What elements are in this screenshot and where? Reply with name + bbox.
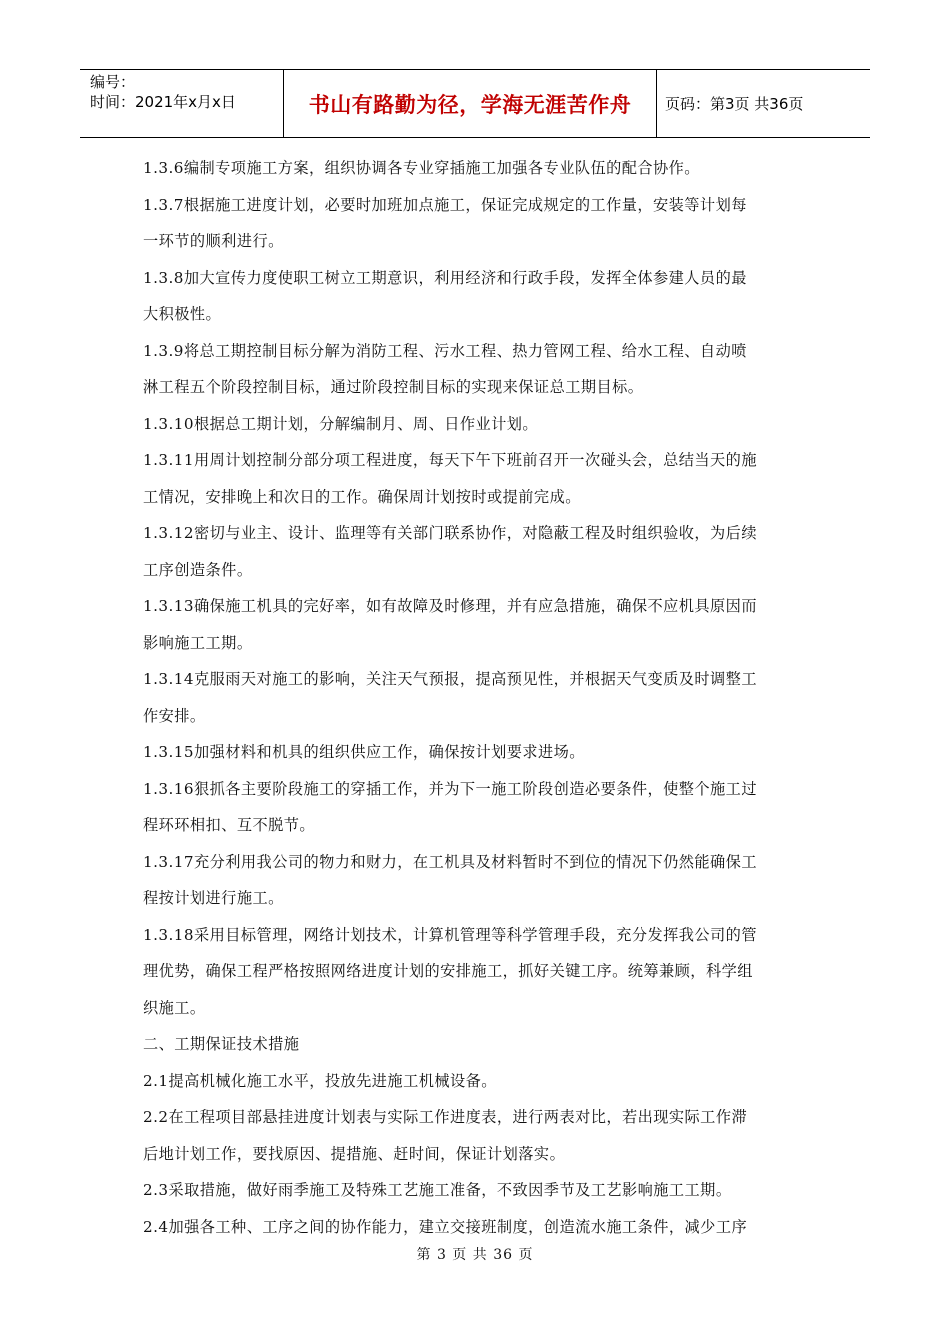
body-line: 1.3.13确保施工机具的完好率，如有故障及时修理，并有应急措施，确保不应机具原因而 xyxy=(143,597,757,615)
body-line: 作安排。 xyxy=(143,706,206,725)
body-line: 1.3.10根据总工期计划，分解编制月、周、日作业计划。 xyxy=(143,414,539,433)
body-line: 大积极性。 xyxy=(143,305,222,323)
body-line: 1.3.12密切与业主、设计、监理等有关部门联系协作，对隐蔽工程及时组织验收，为后续 xyxy=(143,524,757,542)
body-line: 淋工程五个阶段控制目标，通过阶段控制目标的实现来保证总工期目标。 xyxy=(143,378,644,396)
header-page-cell xyxy=(657,70,870,137)
header-meta-cell xyxy=(80,70,284,137)
header-page-info: 页码：第3页 共36页 xyxy=(665,95,804,113)
document-number-label: 编号： xyxy=(90,73,136,91)
page-header xyxy=(80,69,870,138)
body-line: 1.3.16狠抓各主要阶段施工的穿插工作，并为下一施工阶段创造必要条件，使整个施工过 xyxy=(143,779,757,798)
header-motto-cell xyxy=(284,70,657,137)
body-line: 1.3.18采用目标管理，网络计划技术，计算机管理等科学管理手段，充分发挥我公司的管 xyxy=(143,925,757,944)
body-line: 2.1提高机械化施工水平，投放先进施工机械设备。 xyxy=(143,1071,497,1090)
body-line: 后地计划工作，要找原因、提措施、赶时间，保证计划落实。 xyxy=(143,1144,566,1163)
body-line: 一环节的顺利进行。 xyxy=(143,232,284,250)
body-line: 织施工。 xyxy=(143,998,206,1017)
body-line: 1.3.15加强材料和机具的组织供应工作，确保按计划要求进场。 xyxy=(143,743,585,761)
document-body xyxy=(143,150,808,1245)
page-footer: 第 3 页 共 36 页 xyxy=(416,1247,534,1263)
header-motto: 书山有路勤为径，学海无涯苦作舟 xyxy=(308,92,632,117)
body-line: 2.2在工程项目部悬挂进度计划表与实际工作进度表，进行两表对比，若出现实际工作滞 xyxy=(143,1108,748,1126)
body-line: 1.3.11用周计划控制分部分项工程进度，每天下午下班前召开一次碰头会，总结当天的施 xyxy=(143,451,757,469)
body-line: 1.3.14克服雨天对施工的影响，关注天气预报，提高预见性，并根据天气变质及时调整工 xyxy=(143,670,757,688)
body-line: 1.3.6编制专项施工方案，组织协调各专业穿插施工加强各专业队伍的配合协作。 xyxy=(143,159,700,177)
section-heading: 二、工期保证技术措施 xyxy=(143,1035,300,1053)
body-line: 影响施工工期。 xyxy=(143,633,253,652)
body-line: 2.4加强各工种、工序之间的协作能力，建立交接班制度，创造流水施工条件，减少工序 xyxy=(143,1217,748,1236)
body-line: 1.3.8加大宣传力度使职工树立工期意识，利用经济和行政手段，发挥全体参建人员的最 xyxy=(143,268,747,287)
body-line: 2.3采取措施，做好雨季施工及特殊工艺施工准备，不致因季节及工艺影响施工工期。 xyxy=(143,1181,732,1199)
body-line: 工情况，安排晚上和次日的工作。确保周计划按时或提前完成。 xyxy=(143,487,581,506)
body-line: 1.3.9将总工期控制目标分解为消防工程、污水工程、热力管网工程、给水工程、自动喷 xyxy=(143,341,747,360)
body-line: 理优势，确保工程严格按照网络进度计划的安排施工，抓好关键工序。统筹兼顾，科学组 xyxy=(143,962,753,980)
body-line: 1.3.17充分利用我公司的物力和财力，在工机具及材料暂时不到位的情况下仍然能确保工 xyxy=(143,852,757,871)
body-line: 工序创造条件。 xyxy=(143,560,253,579)
body-line: 程按计划进行施工。 xyxy=(143,889,284,907)
document-date-label: 时间：2021年x月x日 xyxy=(90,93,236,111)
body-line: 1.3.7根据施工进度计划，必要时加班加点施工，保证完成规定的工作量，安装等计划每 xyxy=(143,195,747,214)
body-line: 程环环相扣、互不脱节。 xyxy=(143,816,316,834)
